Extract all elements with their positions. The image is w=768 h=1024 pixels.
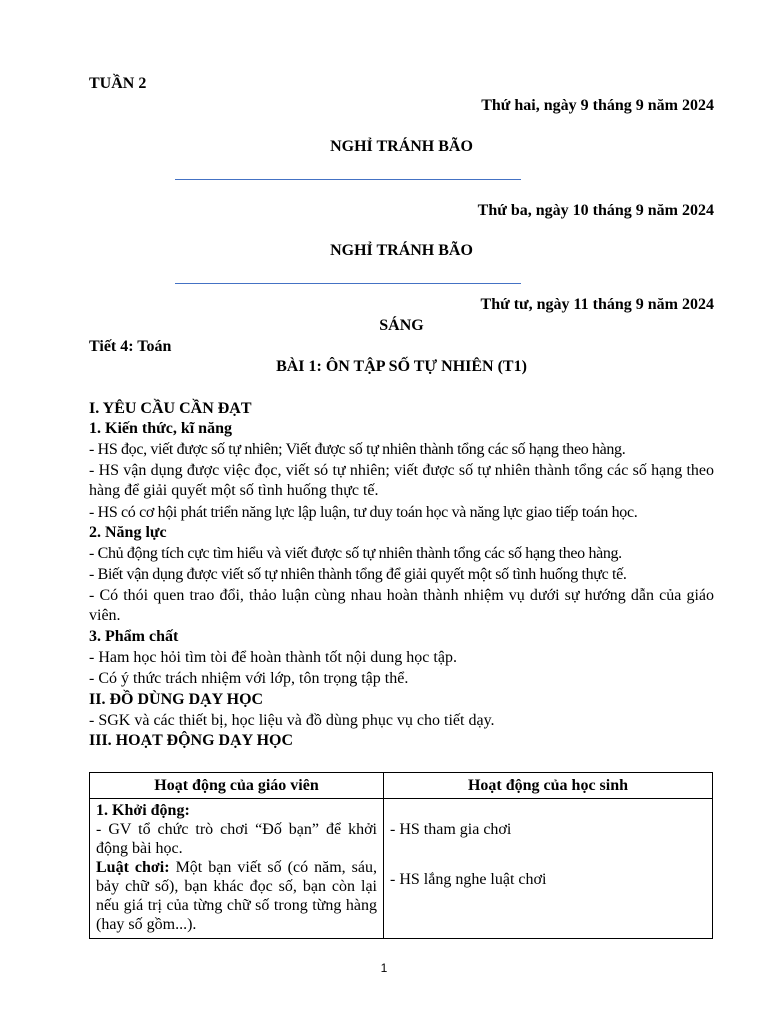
student-cell (384, 799, 713, 939)
list-item: - Có ý thức trách nhiệm với lớp, tôn trọng tập thể. (89, 670, 409, 687)
student-activity: - HS lắng nghe luật chơi (390, 871, 547, 888)
note-tuesday: NGHỈ TRÁNH BÃO (330, 242, 473, 259)
list-item: - Chủ động tích cực tìm hiểu và viết được số tự nhiên thành tổng các số hạng theo hàng. (89, 545, 622, 562)
section-1-1-title: 1. Kiến thức, kĩ năng (89, 420, 232, 437)
student-activity: - HS tham gia chơi (390, 821, 512, 838)
section-1-title: I. YÊU CẦU CẦN ĐẠT (89, 400, 252, 417)
section-1-3-title: 3. Phẩm chất (89, 628, 179, 645)
rules-text: Một bạn viết số (có năm, sáu, bảy chữ số), bạn khác đọc số, bạn còn lại nếu giá trị của từng chữ số trong từng hàng (hay số gồm...). (96, 859, 378, 933)
divider-line (175, 283, 521, 284)
section-3-title: III. HOẠT ĐỘNG DẠY HỌC (89, 732, 294, 749)
section-2-title: II. ĐỒ DÙNG DẠY HỌC (89, 691, 264, 708)
session-label: SÁNG (379, 317, 424, 334)
teacher-cell (90, 799, 384, 939)
note-monday: NGHỈ TRÁNH BÃO (330, 138, 473, 155)
lesson-title: BÀI 1: ÔN TẬP SỐ TỰ NHIÊN (T1) (276, 358, 527, 375)
week-label: TUẦN 2 (89, 75, 147, 92)
list-item: - Ham học hỏi tìm tòi để hoàn thành tốt nội dung học tập. (89, 649, 457, 666)
header-student: Hoạt động của học sinh (384, 773, 713, 799)
date-tuesday: Thứ ba, ngày 10 tháng 9 năm 2024 (477, 202, 714, 219)
page-number: 1 (380, 961, 388, 975)
date-wednesday: Thứ tư, ngày 11 tháng 9 năm 2024 (480, 296, 714, 313)
activity-text: - GV tổ chức trò chơi “Đố bạn” để khởi động bài học. (96, 821, 377, 857)
list-item: - SGK và các thiết bị, học liệu và đồ dùng phục vụ cho tiết dạy. (89, 712, 495, 729)
table-row (90, 799, 713, 939)
section-1-2-title: 2. Năng lực (89, 524, 167, 541)
header-teacher: Hoạt động của giáo viên (90, 773, 384, 799)
date-monday: Thứ hai, ngày 9 tháng 9 năm 2024 (481, 97, 714, 114)
list-item: - HS vận dụng được việc đọc, viết só tự nhiên; viết được số tự nhiên thành tổng các số hạng theo hàng để giải quyết một số tình huống thực tế. (89, 462, 714, 499)
activity-heading: 1. Khởi động: (96, 802, 190, 819)
divider-line (175, 179, 521, 180)
list-item: - Có thói quen trao đổi, thảo luận cùng nhau hoàn thành nhiệm vụ dưới sự hướng dẫn của giáo viên. (89, 587, 714, 624)
list-item: - HS có cơ hội phát triển năng lực lập luận, tư duy toán học và năng lực giao tiếp toán học. (89, 504, 638, 521)
activity-table (89, 772, 713, 939)
game-rules (96, 858, 377, 934)
rules-label: Luật chơi: (96, 859, 170, 876)
period-label: Tiết 4: Toán (89, 338, 172, 355)
list-item: - HS đọc, viết được số tự nhiên; Viết được số tự nhiên thành tổng các số hạng theo hàng. (89, 441, 626, 458)
list-item: - Biết vận dụng được viết số tự nhiên thành tổng để giải quyết một số tình huống thực tế. (89, 566, 627, 583)
table-header-row (90, 773, 713, 799)
